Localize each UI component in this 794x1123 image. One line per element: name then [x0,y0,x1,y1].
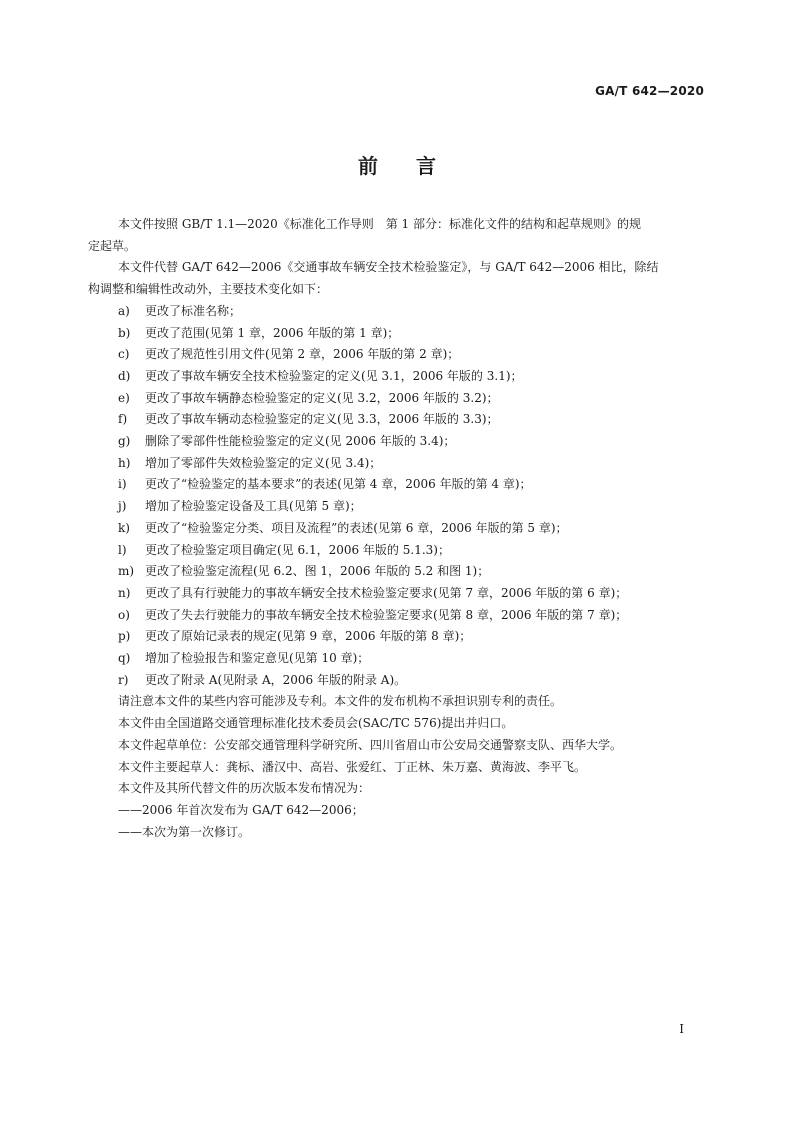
list-text: 更改了标准名称； [145,303,242,318]
list-item [118,366,680,388]
list-label: q) [118,651,131,666]
list-label: c) [118,347,130,362]
list-item [118,388,680,410]
list-item [118,561,680,583]
list-text: 更改了具有行驶能力的事故车辆安全技术检验鉴定要求(见第 7 章，2006 年版的第 6 章)； [145,585,628,600]
list-text: 更改了“检验鉴定的基本要求”的表述(见第 4 章，2006 年版的第 4 章)； [145,477,532,492]
list-label: o) [118,607,130,622]
list-text: 更改了“检验鉴定分类、项目及流程”的表述(见第 6 章，2006 年版的第 5 章)； [145,520,568,535]
list-text: 增加了检验报告和鉴定意见(见第 10 章)； [145,651,370,666]
list-text: 更改了原始记录表的规定(见第 9 章，2006 年版的第 8 章)； [145,629,472,644]
list-text: 增加了检验鉴定设备及工具(见第 5 章)； [145,499,362,514]
paragraph-line: 本文件按照 GB/T 1.1—2020《标准化工作导则 第 1 部分：标准化文件的结构和起草规则》的规 [118,217,641,231]
closing-paragraphs [118,691,680,843]
paragraph-line: 本文件代替 GA/T 642—2006《交通事故车辆安全技术检验鉴定》，与 GA/T 642—2006 相比，除结 [118,260,659,275]
list-item [118,409,680,431]
paragraph-line: 本文件起草单位：公安部交通管理科学研究所、四川省眉山市公安局交通警察支队、西华大学。 [118,737,623,752]
list-item [118,583,680,605]
list-item [118,301,680,323]
list-text: 更改了附录 A(见附录 A，2006 年版的附录 A)。 [145,672,407,687]
list-item [118,431,680,453]
list-label: p) [118,629,131,644]
list-label: f) [118,412,128,427]
list-label: g) [118,434,131,449]
history-item: ——2006 年首次发布为 GA/T 642—2006； [118,802,364,817]
list-item [118,648,680,670]
paragraph-line: 本文件及其所代替文件的历次版本发布情况为： [118,781,371,796]
page-title: 前言 [358,154,474,178]
list-label: j) [118,499,127,514]
list-text: 更改了失去行驶能力的事故车辆安全技术检验鉴定要求(见第 8 章，2006 年版的第 7 章)； [145,607,628,622]
list-item [118,626,680,648]
list-text: 更改了范围(见第 1 章，2006 年版的第 1 章)； [145,325,400,340]
list-text: 更改了规范性引用文件(见第 2 章，2006 年版的第 2 章)； [145,347,460,362]
list-item [118,670,680,692]
foreword-body [88,214,680,843]
list-label: k) [118,520,130,535]
list-text: 删除了零部件性能检验鉴定的定义(见 2006 年版的 3.4)； [145,434,456,449]
list-item [118,453,680,475]
changes-list [118,301,680,692]
paragraph-line: 本文件主要起草人：龚标、潘汉中、高岩、张爱红、丁正林、朱万嘉、黄海波、李平飞。 [118,759,587,774]
list-label: r) [118,672,129,687]
list-label: b) [118,325,131,340]
list-text: 增加了零部件失效检验鉴定的定义(见 3.4)； [145,455,382,470]
list-label: n) [118,585,131,600]
paragraph-line: 定起草。 [88,238,137,253]
list-item [118,540,680,562]
list-label: a) [118,303,130,318]
list-text: 更改了检验鉴定流程(见 6.2、图 1，2006 年版的 5.2 和图 1)； [145,564,490,579]
paragraph-line: 本文件由全国道路交通管理标准化技术委员会(SAC/TC 576)提出并归口。 [118,716,514,731]
list-label: l) [118,542,127,557]
history-item: ——本次为第一次修订。 [118,824,251,839]
list-item [118,496,680,518]
list-item [118,518,680,540]
list-label: e) [118,390,130,405]
standard-number: GA/T 642—2020 [595,84,704,98]
list-item [118,323,680,345]
list-text: 更改了事故车辆动态检验鉴定的定义(见 3.3，2006 年版的 3.3)； [145,412,499,427]
list-label: h) [118,455,131,470]
paragraph-line: 构调整和编辑性改动外，主要技术变化如下： [88,282,329,297]
paragraph-line: 请注意本文件的某些内容可能涉及专利。本文件的发布机构不承担识别专利的责任。 [118,694,563,709]
list-label: i) [118,477,127,492]
list-text: 更改了事故车辆安全技术检验鉴定的定义(见 3.1，2006 年版的 3.1)； [145,368,523,383]
list-label: m) [118,564,135,579]
list-item [118,605,680,627]
list-text: 更改了事故车辆静态检验鉴定的定义(见 3.2，2006 年版的 3.2)； [145,390,499,405]
page-number: I [679,1022,684,1036]
list-text: 更改了检验鉴定项目确定(见 6.1，2006 年版的 5.1.3)； [145,542,450,557]
intro-paragraph [88,214,680,257]
list-item [118,474,680,496]
list-label: d) [118,368,131,383]
list-item [118,344,680,366]
intro-paragraph [88,257,680,300]
